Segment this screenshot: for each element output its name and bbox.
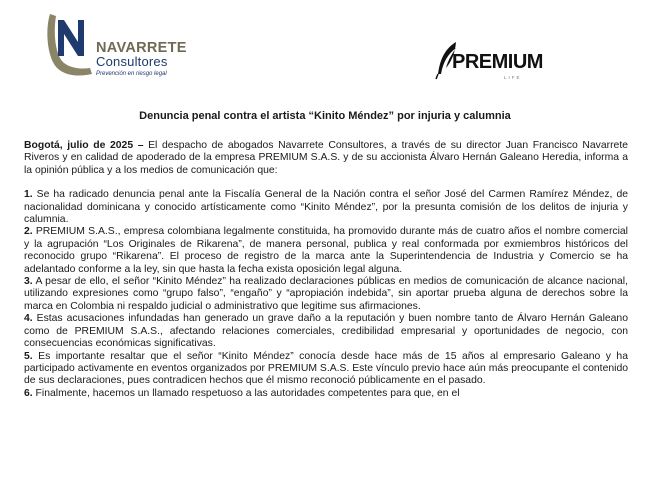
list-item [24,226,628,276]
premium-wordmark: PREMIUM [452,51,543,73]
document-title: Denuncia penal contra el artista “Kinito Méndez” por injuria y calumnia [139,110,511,122]
document-body [24,140,628,400]
item-number: 2. [24,226,33,238]
intro-paragraph [24,140,628,177]
item-text: Finalmente, hacemos un llamado respetuoso a las autoridades competentes para que, en el [32,387,460,399]
logo-name-line1: NAVARRETE [96,40,187,56]
letterhead [0,0,650,100]
item-text: A pesar de ello, el señor “Kinito Méndez” ha realizado declaraciones públicas en medios de comunicación de alcance nacional, utilizando expresiones como “grupo falso”, “engaño” y “apropiación indebida”, sin aportar prueba alguna de derechos sobre la marca en Colombia ni respaldo judicial o administrativo que legitime sus afirmaciones. [24,276,628,312]
premium-logo [434,40,554,84]
premium-sub: LIFE [504,75,522,80]
list-item [24,189,628,226]
item-text: Es importante resaltar que el señor “Kinito Méndez” conocía desde hace más de 15 años al empresario Galeano y ha participado activamente en eventos organizados por PREMIUM S.A.S. Este vínculo previo hace aún más preocupante el contenido de sus declaraciones, pues contradicen hechos que él mismo reconoció públicamente en el pasado. [24,350,628,387]
item-number: 3. [24,276,33,288]
navarrete-emblem-icon [44,12,96,80]
item-number: 4. [24,313,33,325]
intro-text: El despacho de abogados Navarrete Consultores, a través de su director Juan Francisco Navarrete Riveros y en calidad de apoderado de la empresa PREMIUM S.A.S. y de su accionista Álvaro Hernán Galeano Heredia, informa a la opinión pública y a los medios de comunicación que: [24,140,629,176]
item-number: 6. [24,387,33,399]
list-item [24,313,628,350]
item-number: 1. [24,189,33,201]
item-text: PREMIUM S.A.S., empresa colombiana legalmente constituida, ha promovido durante más de cuatro años el nombre comercial y la agrupación “Los Originales de Rikarena”, de manera personal, publica y real conformada por exmiembros históricos del reconocido grupo “Rikarena”. El proceso de registro de la marca ante la Superintendencia de Industria y Comercio se ha adelantado conforme a la ley, sin que hasta la fecha exista oposición legal alguna. [24,226,628,275]
list-item [24,276,628,313]
list-item [24,351,628,388]
logo-name-line2: Consultores [96,54,168,69]
logo-tagline: Prevención en riesgo legal [96,71,167,77]
item-number: 5. [24,350,33,362]
item-text: Se ha radicado denuncia penal ante la Fiscalía General de la Nación contra el señor José del Carmen Ramírez Méndez, de nacionalidad dominicana y conocido artísticamente como “Kinito Méndez”, por la presunta comisión de los delitos de injuria y calumnia. [24,189,628,226]
navarrete-logo [44,12,204,80]
intro-lead: Bogotá, julio de 2025 – [24,140,149,151]
list-item [24,388,628,400]
item-text: Estas acusaciones infundadas han generado un grave daño a la reputación y buen nombre tanto de Álvaro Hernán Galeano como de PREMIUM S.A.S., afectando relaciones comerciales, credibilidad empresarial y oportunidades de negocio, con consecuencias económicas significativas. [24,313,628,350]
